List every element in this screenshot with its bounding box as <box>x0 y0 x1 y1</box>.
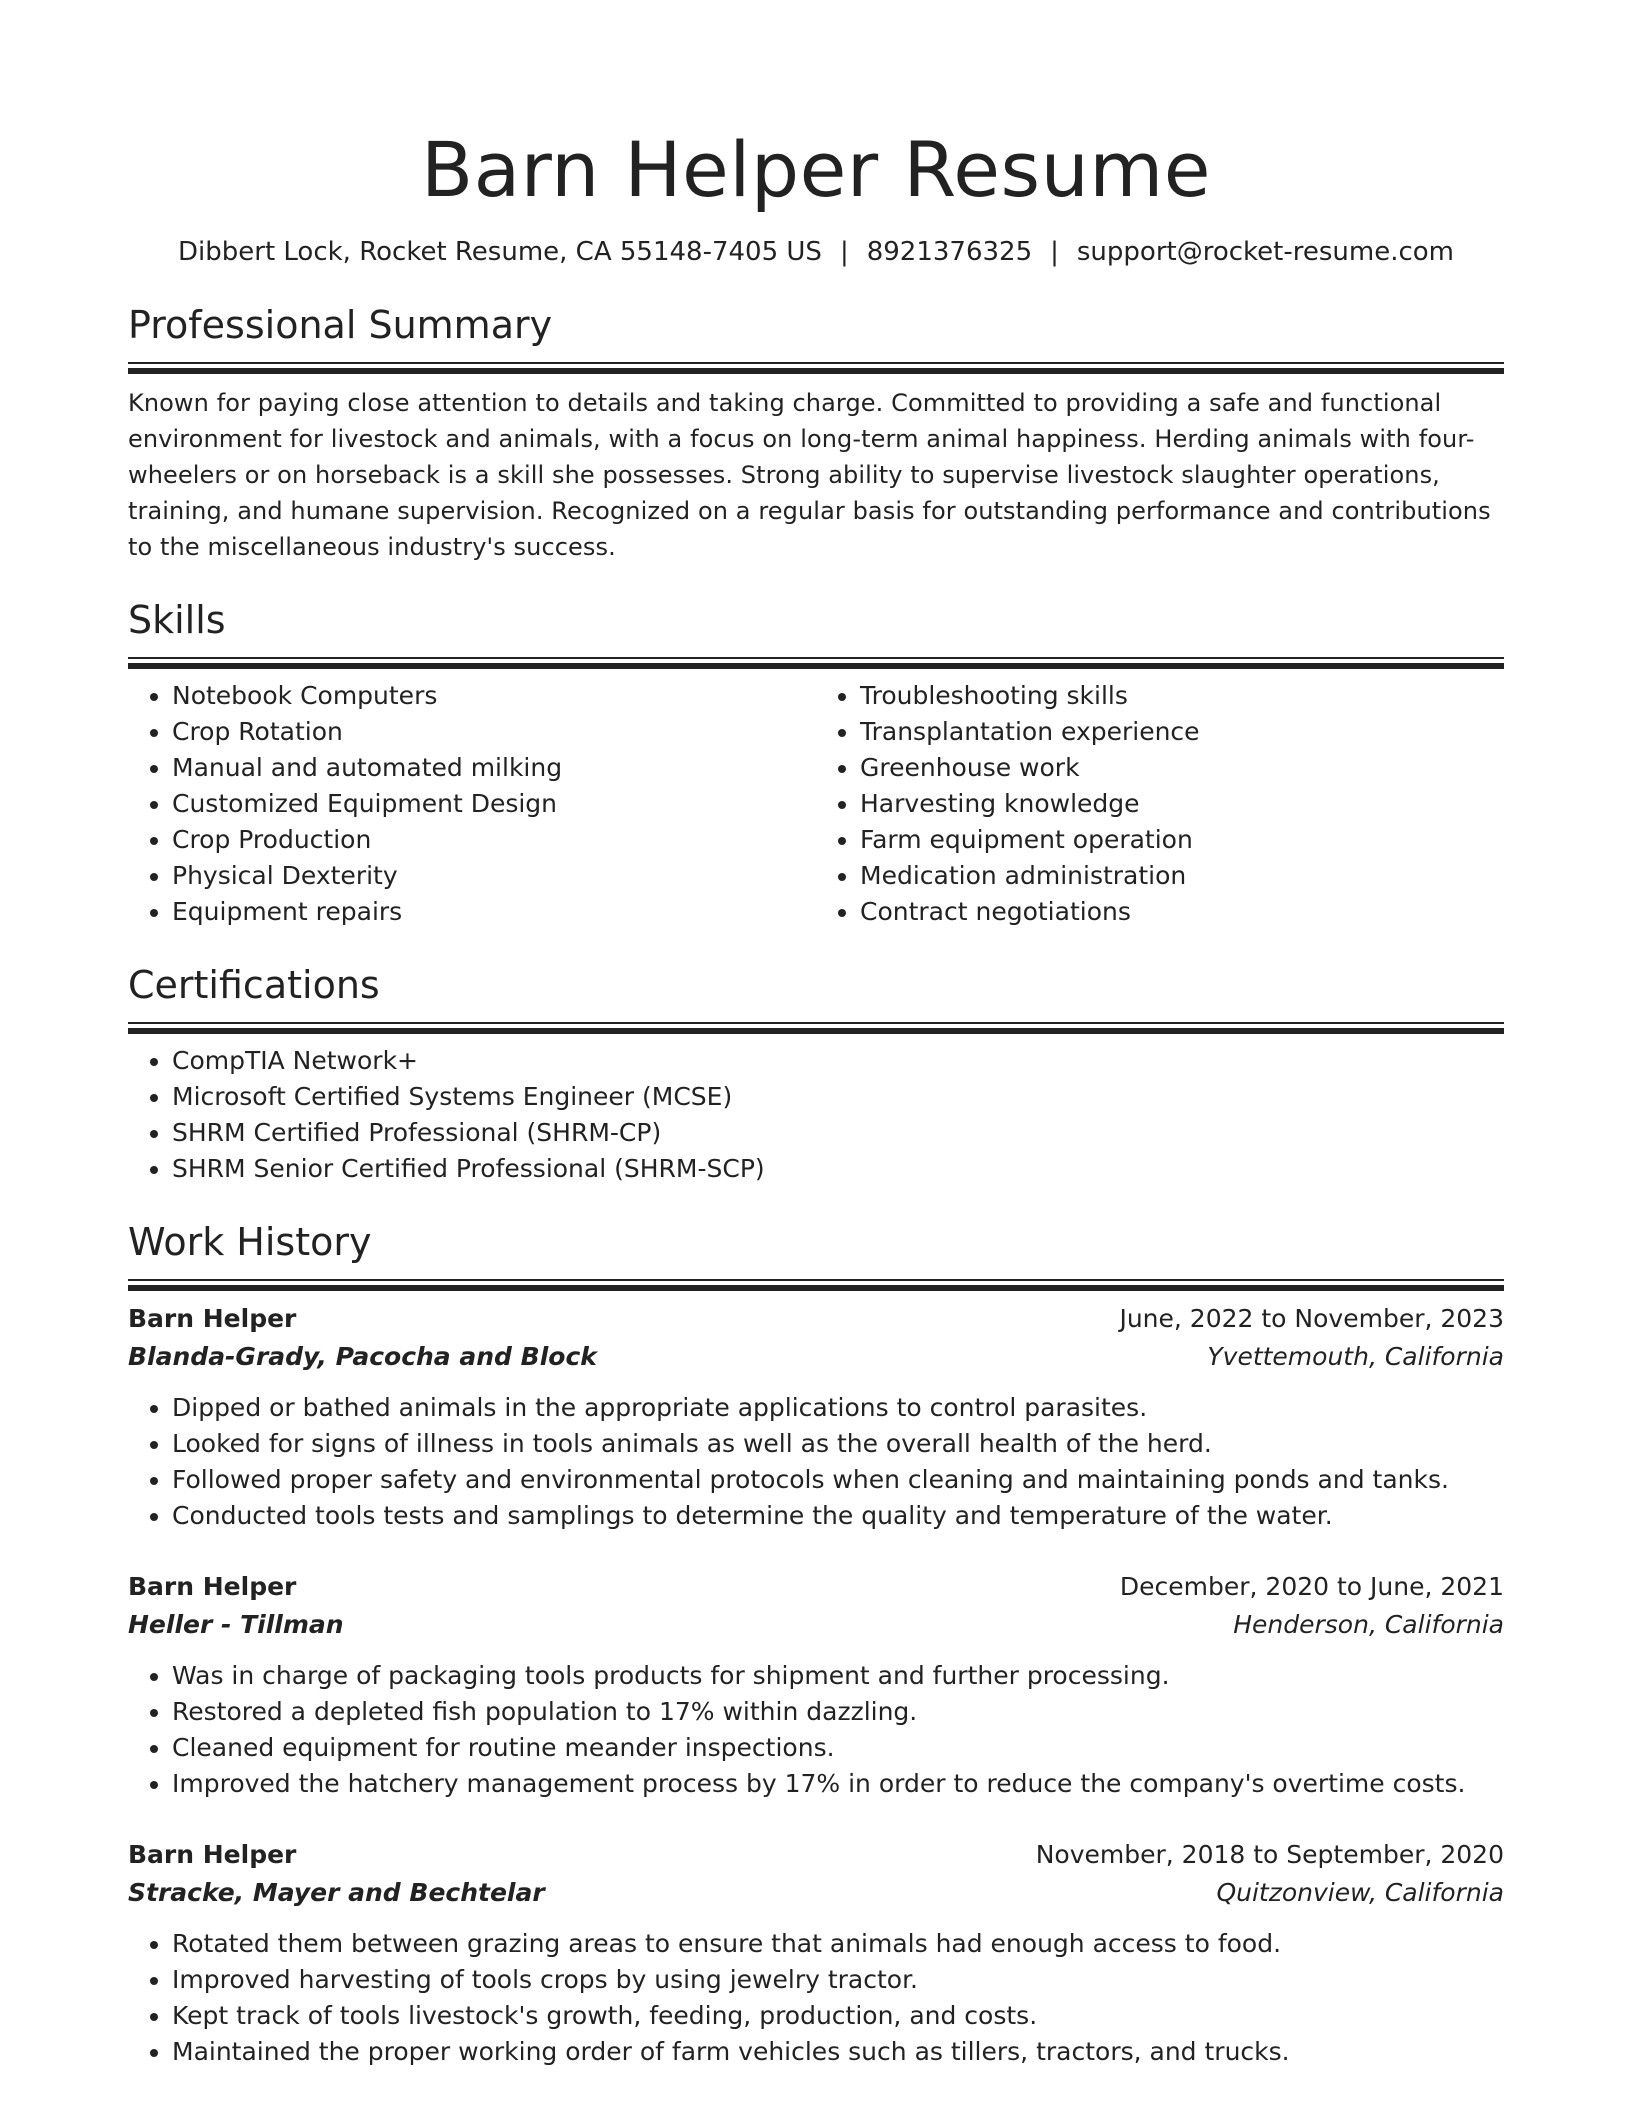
job-bullet: • Conducted tools tests and samplings to determine the quality and temperature of the water. <box>172 1498 1504 1534</box>
section-divider <box>128 362 1504 367</box>
contact-phone: 8921376325 <box>866 237 1033 267</box>
certification-item: • CompTIA Network+ <box>172 1043 1504 1079</box>
job-location: Yvettemouth, California <box>1207 1342 1504 1371</box>
job-company: Heller - Tillman <box>128 1610 344 1639</box>
work-history-section <box>128 1217 1504 2070</box>
job-title: Barn Helper <box>128 1304 297 1333</box>
skills-list-right <box>816 678 1504 930</box>
skill-item: • Farm equipment operation <box>860 822 1504 858</box>
job-bullet: • Improved harvesting of tools crops by using jewelry tractor. <box>172 1962 1504 1998</box>
job-dates: December, 2020 to June, 2021 <box>1119 1572 1504 1601</box>
contact-address: Dibbert Lock, Rocket Resume, CA 55148-7405 US <box>178 237 822 267</box>
job-company: Stracke, Mayer and Bechtelar <box>128 1878 545 1907</box>
job-bullet: • Dipped or bathed animals in the appropriate applications to control parasites. <box>172 1390 1504 1426</box>
skill-item: • Customized Equipment Design <box>172 786 816 822</box>
summary-section <box>128 300 1504 565</box>
job-bullet: • Looked for signs of illness in tools animals as well as the overall health of the herd. <box>172 1426 1504 1462</box>
job-location: Quitzonview, California <box>1216 1878 1504 1907</box>
certification-item: • SHRM Senior Certified Professional (SHRM-SCP) <box>172 1151 1504 1187</box>
job-header-row <box>128 1300 1504 1338</box>
job-bullet: • Improved the hatchery management process by 17% in order to reduce the company's overtime costs. <box>172 1766 1504 1802</box>
job-bullet: • Kept track of tools livestock's growth, feeding, production, and costs. <box>172 1998 1504 2034</box>
job-bullet: • Followed proper safety and environmental protocols when cleaning and maintaining ponds and tanks. <box>172 1462 1504 1498</box>
job-company: Blanda-Grady, Pacocha and Block <box>128 1342 597 1371</box>
job-bullets <box>128 1926 1504 2070</box>
certification-item: • SHRM Certified Professional (SHRM-CP) <box>172 1115 1504 1151</box>
job-company-row <box>128 1874 1504 1912</box>
certifications-section <box>128 960 1504 1187</box>
section-divider <box>128 1022 1504 1027</box>
contact-line <box>128 234 1504 270</box>
skill-item: • Harvesting knowledge <box>860 786 1504 822</box>
job-header-row <box>128 1568 1504 1606</box>
job-entry <box>128 1300 1504 1534</box>
skill-item: • Contract negotiations <box>860 894 1504 930</box>
contact-separator: | <box>839 237 849 267</box>
job-bullets <box>128 1658 1504 1802</box>
section-heading: Professional Summary <box>128 303 553 347</box>
job-company-row <box>128 1338 1504 1376</box>
certification-item: • Microsoft Certified Systems Engineer (MCSE) <box>172 1079 1504 1115</box>
skill-item: • Troubleshooting skills <box>860 678 1504 714</box>
skills-columns <box>128 678 1504 930</box>
section-divider <box>128 1279 1504 1284</box>
skill-item: • Transplantation experience <box>860 714 1504 750</box>
skill-item: • Medication administration <box>860 858 1504 894</box>
job-header-row <box>128 1836 1504 1874</box>
job-dates: June, 2022 to November, 2023 <box>1119 1304 1504 1333</box>
summary-text: Known for paying close attention to details and taking charge. Committed to providing a safe and functional environment for livestock and animals, with a focus on long-term animal happiness. Herding animals with four-wheelers or on horseback is a skill she possesses. Strong ability to supervise livestock slaughter operations, training, and humane supervision. Recognized on a regular basis for outstanding performance and contributions to the miscellaneous industry's success. <box>128 389 1491 561</box>
section-heading: Skills <box>128 598 226 642</box>
skill-item: • Crop Production <box>172 822 816 858</box>
skills-list-left <box>128 678 816 930</box>
job-dates: November, 2018 to September, 2020 <box>1035 1840 1504 1869</box>
section-heading: Certifications <box>128 963 380 1007</box>
job-bullet: • Maintained the proper working order of farm vehicles such as tillers, tractors, and trucks. <box>172 2034 1504 2070</box>
skill-item: • Physical Dexterity <box>172 858 816 894</box>
job-entry <box>128 1836 1504 2070</box>
job-bullet: • Rotated them between grazing areas to ensure that animals had enough access to food. <box>172 1926 1504 1962</box>
skill-item: • Equipment repairs <box>172 894 816 930</box>
job-title: Barn Helper <box>128 1840 297 1869</box>
resume-title: Barn Helper Resume <box>420 125 1212 214</box>
job-bullet: • Cleaned equipment for routine meander inspections. <box>172 1730 1504 1766</box>
job-location: Henderson, California <box>1233 1610 1504 1639</box>
skills-section <box>128 595 1504 930</box>
skill-item: • Greenhouse work <box>860 750 1504 786</box>
job-company-row <box>128 1606 1504 1644</box>
section-divider <box>128 657 1504 662</box>
job-bullet: • Restored a depleted fish population to 17% within dazzling. <box>172 1694 1504 1730</box>
job-title: Barn Helper <box>128 1572 297 1601</box>
job-entry <box>128 1568 1504 1802</box>
skill-item: • Notebook Computers <box>172 678 816 714</box>
job-bullets <box>128 1390 1504 1534</box>
job-bullet: • Was in charge of packaging tools products for shipment and further processing. <box>172 1658 1504 1694</box>
skill-item: • Manual and automated milking <box>172 750 816 786</box>
skill-item: • Crop Rotation <box>172 714 816 750</box>
certifications-list <box>128 1043 1504 1187</box>
section-heading: Work History <box>128 1220 372 1264</box>
contact-separator: | <box>1050 237 1059 267</box>
contact-email: support@rocket-resume.com <box>1076 237 1454 267</box>
